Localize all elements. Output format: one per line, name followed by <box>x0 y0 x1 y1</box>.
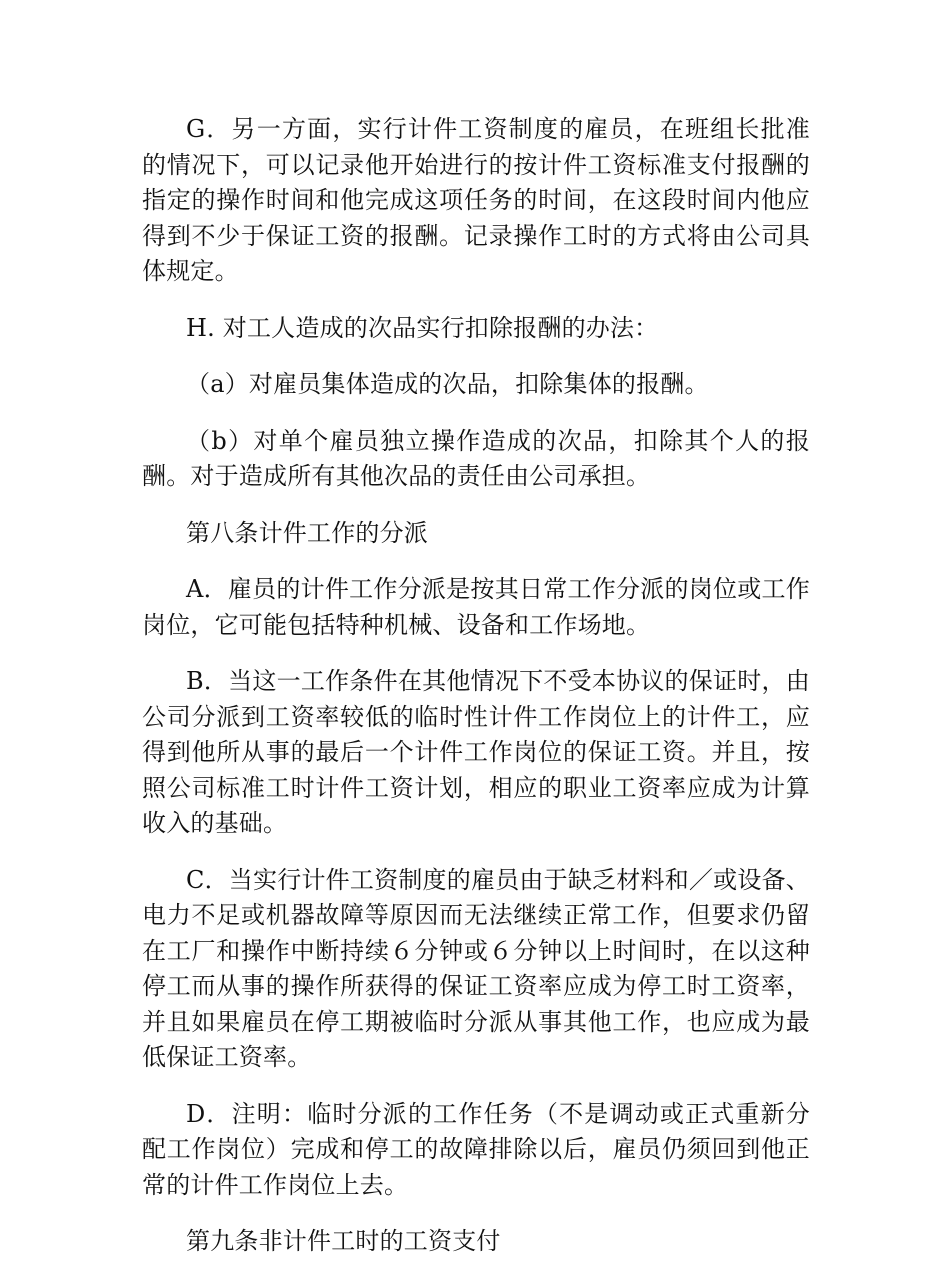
paragraph-h: H. 对工人造成的次品实行扣除报酬的办法： <box>186 313 659 342</box>
document-body <box>142 112 810 1281</box>
paragraph-a: A．雇员的计件工作分派是按其日常工作分派的岗位或工作岗位，它可能包括特种机械、设备和工作场地。 <box>142 575 810 639</box>
paragraph-b: B．当这一工作条件在其他情况下不受本协议的保证时，由公司分派到工资率较低的临时性计件工作岗位上的计件工，应得到他所从事的最后一个计件工作岗位的保证工资。并且，按照公司标准工时计件工资计划，相应的职业工资率应成为计算收入的基础。 <box>142 667 810 837</box>
paragraph-g: G．另一方面，实行计件工资制度的雇员，在班组长批准的情况下，可以记录他开始进行的按计件工资标准支付报酬的指定的操作时间和他完成这项任务的时间，在这段时间内他应得到不少于保证工资的报酬。记录操作工时的方式将由公司具体规定。 <box>142 115 810 285</box>
article-9-heading: 第九条非计件工时的工资支付 <box>186 1227 501 1255</box>
paragraph-c: C．当实行计件工资制度的雇员由于缺乏材料和／或设备、电力不足或机器故障等原因而无法继续正常工作，但要求仍留在工厂和操作中断持续６分钟或６分钟以上时间时，在以这种停工而从事的操作所获得的保证工资率应成为停工时工资率，并且如果雇员在停工期被临时分派从事其他工作，也应成为最低保证工资率。 <box>142 865 810 1071</box>
article-8-heading: 第八条计件工作的分派 <box>186 518 428 547</box>
paragraph-h-a: （a）对雇员集体造成的次品，扣除集体的报酬。 <box>186 370 709 398</box>
paragraph-d: D．注明：临时分派的工作任务（不是调动或正式重新分配工作岗位）完成和停工的故障排除以后，雇员仍须回到他正常的计件工作岗位上去。 <box>142 1099 810 1199</box>
paragraph-h-b: （b）对单个雇员独立操作造成的次品，扣除其个人的报酬。对于造成所有其他次品的责任由公司承担。 <box>142 426 810 490</box>
